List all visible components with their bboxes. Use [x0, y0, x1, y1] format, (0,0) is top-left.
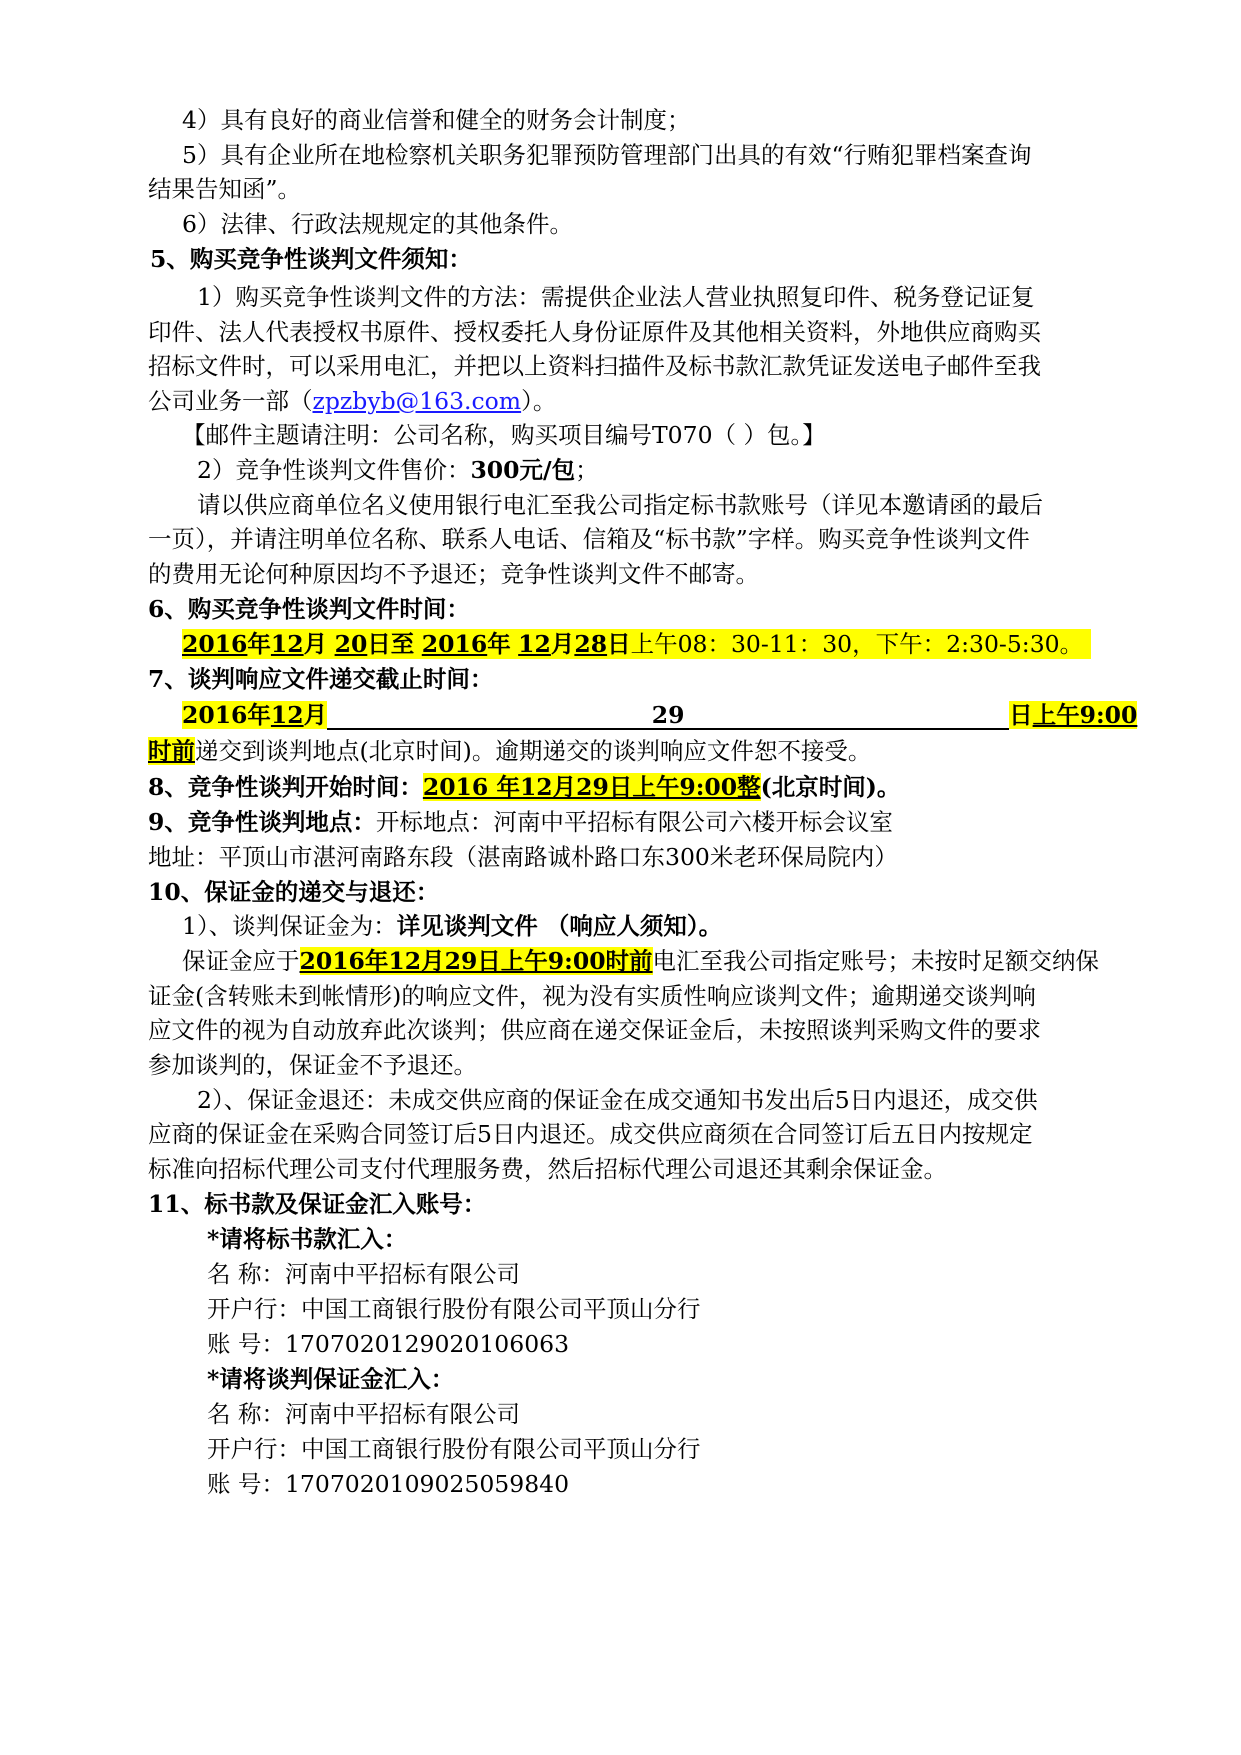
section-5-p3-line2: 一页），并请注明单位名称、联系人电话、信箱及“标书款”字样。购买竞争性谈判文件	[148, 525, 1030, 553]
deposit-bank: 开户行：中国工商银行股份有限公司平顶山分行	[207, 1435, 701, 1463]
section-5-p1-line2: 印件、法人代表授权书原件、授权委托人身份证原件及其他相关资料，外地供应商购买	[148, 318, 1041, 346]
day-to-chars: 日至	[367, 630, 415, 658]
deposit-p2-line2: 证金(含转账未到帐情形)的响应文件，视为没有实质性响应谈判文件；逾期递交谈判响	[148, 982, 1036, 1010]
purchase-start-year: 2016	[182, 630, 248, 658]
deposit-p2-line1	[182, 946, 1099, 976]
section-5-p3-line3: 的费用无论何种原因均不予退还；竞争性谈判文件不邮寄。	[148, 560, 759, 588]
tender-fee-bank: 开户行：中国工商银行股份有限公司平顶山分行	[207, 1295, 701, 1323]
section-9	[148, 807, 893, 837]
purchase-end-month: 12	[518, 630, 551, 658]
deadline-line1	[182, 700, 1137, 730]
purchase-start-month: 12	[270, 630, 304, 658]
purchase-time	[182, 629, 1091, 659]
deposit-amount-value: 详见谈判文件 （响应人须知）。	[396, 912, 723, 940]
requirement-5-line2: 结果告知函”。	[148, 175, 302, 203]
purchase-hours: 上午08：30-11：30，下午：2:30-5:30。	[630, 630, 1084, 658]
deadline-month: 12	[270, 701, 304, 729]
section-5-heading: 5、购买竞争性谈判文件须知：	[150, 245, 472, 273]
section-10-heading: 10、保证金的递交与退还：	[148, 878, 440, 906]
deposit-deadline: 2016年12月29日上午9:00时前	[299, 947, 653, 975]
document-price-label: 2）竞争性谈判文件售价：	[197, 456, 471, 484]
negotiation-start-date: 2016 年12月29日上午9:00整	[422, 773, 761, 801]
deposit-amount-label: 1）、谈判保证金为：	[182, 912, 397, 940]
section-8	[148, 772, 900, 802]
month-char: 月	[303, 630, 328, 658]
day-char: 日	[607, 630, 631, 658]
deadline-before: 时前	[148, 737, 195, 765]
purchase-start-day: 20	[334, 630, 368, 658]
deposit-p2-line3: 应文件的视为自动放弃此次谈判；供应商在递交保证金后，未按照谈判采购文件的要求	[148, 1016, 1041, 1044]
negotiation-start-tail: (北京时间)。	[760, 773, 901, 801]
section-9-heading: 9、竞争性谈判地点：	[148, 808, 376, 836]
email-link[interactable]: zpzbyb@163.com	[312, 387, 522, 415]
deposit-account-number: 账 号：1707020109025059840	[207, 1470, 570, 1498]
deposit-refund-line1: 2）、保证金退还：未成交供应商的保证金在成交通知书发出后5日内退还，成交供	[197, 1086, 1038, 1114]
requirement-5-line1: 5）具有企业所在地检察机关职务犯罪预防管理部门出具的有效“行贿犯罪档案查询	[182, 141, 1032, 169]
requirement-6: 6）法律、行政法规规定的其他条件。	[182, 210, 573, 238]
deadline-line2	[148, 736, 871, 766]
deposit-p2-line4: 参加谈判的，保证金不予退还。	[148, 1051, 477, 1079]
tender-fee-title: *请将标书款汇入：	[207, 1225, 408, 1253]
month-char: 月	[550, 630, 575, 658]
deadline-rest: 递交到谈判地点(北京时间)。逾期递交的谈判响应文件恕不接受。	[195, 737, 872, 765]
negotiation-place: 开标地点：河南中平招标有限公司六楼开标会议室	[375, 808, 893, 836]
day-char: 日	[1009, 701, 1033, 729]
deadline-day: 29	[651, 701, 685, 729]
tender-fee-account-name: 名 称：河南中平招标有限公司	[207, 1260, 520, 1288]
section-5-p1-line1: 1）购买竞争性谈判文件的方法：需提供企业法人营业执照复印件、税务登记证复	[197, 283, 1035, 311]
deadline-time	[1009, 701, 1137, 729]
year-char: 年	[487, 630, 511, 658]
purchase-end-year: 2016	[421, 630, 488, 658]
year-char: 年	[247, 630, 271, 658]
deposit-account-title: *请将谈判保证金汇入：	[207, 1365, 455, 1393]
requirement-4: 4）具有良好的商业信誉和健全的财务会计制度；	[182, 106, 691, 134]
section-5-p1-line4-start: 公司业务一部（	[148, 387, 313, 415]
deposit-refund-line2: 应商的保证金在采购合同签订后5日内退还。成交供应商须在合同签订后五日内按规定	[148, 1120, 1033, 1148]
section-5-p1-line4-end: ）。	[521, 387, 557, 415]
section-5-p3-line1: 请以供应商单位名义使用银行电汇至我公司指定标书款账号（详见本邀请函的最后	[197, 491, 1043, 519]
month-char: 月	[303, 701, 328, 729]
section-11-heading: 11、标书款及保证金汇入账号：	[148, 1190, 487, 1218]
purchase-end-day: 28	[574, 630, 608, 658]
section-5-p1-line3: 招标文件时，可以采用电汇，并把以上资料扫描件及标书款汇款凭证发送电子邮件至我	[148, 352, 1041, 380]
deadline-am-time: 上午9:00	[1032, 701, 1138, 729]
year-char: 年	[247, 701, 271, 729]
deposit-amount	[182, 911, 722, 941]
negotiation-address: 地址：平顶山市湛河南路东段（湛南路诚朴路口东300米老环保局院内）	[148, 843, 898, 871]
section-5-p1-line4	[148, 386, 556, 416]
section-7-heading: 7、谈判响应文件递交截止时间：	[148, 665, 494, 693]
document-price	[197, 455, 599, 485]
tender-fee-account-number: 账 号：1707020129020106063	[207, 1330, 570, 1358]
document-price-value: 300元/包	[470, 456, 576, 484]
deposit-p2-start: 保证金应于	[182, 947, 300, 975]
deadline-year: 2016	[182, 701, 248, 729]
section-6-heading: 6、购买竞争性谈判文件时间：	[148, 595, 470, 623]
document-price-end: ；	[575, 456, 599, 484]
deposit-refund-line3: 标准向招标代理公司支付代理服务费，然后招标代理公司退还其剩余保证金。	[148, 1155, 947, 1183]
deadline-day-blank	[327, 702, 1009, 730]
email-subject-note: 【邮件主题请注明：公司名称，购买项目编号T070（ ）包。】	[182, 421, 826, 449]
section-8-heading: 8、竞争性谈判开始时间：	[148, 773, 423, 801]
deposit-p2-end: 电汇至我公司指定账号；未按时足额交纳保	[652, 947, 1100, 975]
deadline-year-month	[182, 701, 327, 729]
deposit-account-name: 名 称：河南中平招标有限公司	[207, 1400, 520, 1428]
